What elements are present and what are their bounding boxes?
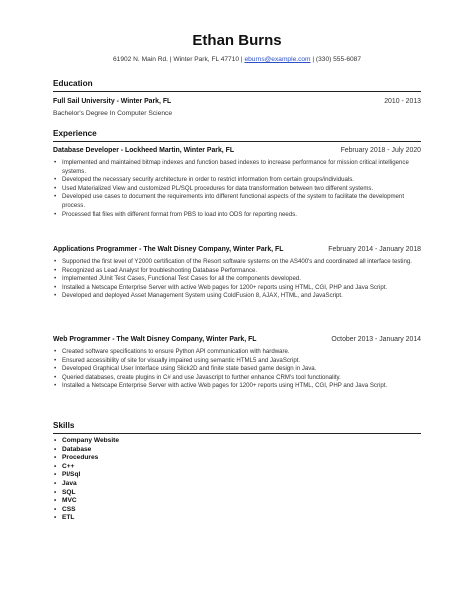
job-title: Database Developer - Lockheed Martin, Winter Park, FL xyxy=(53,147,235,154)
bullet-item: • Implemented and maintained bitmap indexes and function based indexes to increase performance for mission critical intelligence systems. xyxy=(53,159,417,176)
candidate-name: Ethan Burns xyxy=(192,32,282,49)
bullet-item: • Supported the first level of Y2000 certification of the Resort software systems on the AS400's and coordinated all interface testing. xyxy=(53,258,417,267)
bullet-item: • Queried databases, create plugins in C# and use Javascript to further enhance CRM's tool functionality. xyxy=(53,374,417,383)
job-bullets xyxy=(53,159,417,219)
job-dates: February 2014 - January 2018 xyxy=(328,246,421,253)
bullet-item: • Developed and deployed Asset Management System using ColdFusion 8, AJAX, HTML, and JavaScript. xyxy=(53,292,417,301)
bullet-item: • Installed a Netscape Enterprise Server with active Web pages for 1200+ reports using HTML, CGI, PHP and Java Script. xyxy=(53,284,417,293)
email-link[interactable]: eburns@example.com xyxy=(244,56,311,63)
job-bullets xyxy=(53,348,417,391)
job-dates: October 2013 - January 2014 xyxy=(331,336,421,343)
section-divider xyxy=(53,141,421,142)
skill-item: • SQL xyxy=(53,489,417,498)
bullet-item: • Developed the necessary security architecture in order to restrict information from certain groups/individuals. xyxy=(53,176,417,185)
school-name: Full Sail University - Winter Park, FL xyxy=(53,98,172,105)
education-heading: Education xyxy=(53,79,93,88)
experience-heading: Experience xyxy=(53,129,97,138)
bullet-item: • Ensured accessibility of site for visually impaired using semantic HTML5 and JavaScript. xyxy=(53,357,417,366)
education-dates: 2010 - 2013 xyxy=(384,98,421,105)
skill-item: • MVC xyxy=(53,497,417,506)
bullet-item: • Processed flat files with different format from PBS to load into ODS for reporting needs. xyxy=(53,211,417,220)
bullet-item: • Recognized as Lead Analyst for troubleshooting Database Performance. xyxy=(53,267,417,276)
bullet-item: • Developed Graphical User Interface using Slick2D and finite state based game design in Java. xyxy=(53,365,417,374)
skill-item: • Company Website xyxy=(53,437,417,446)
job-title: Applications Programmer - The Walt Disney Company, Winter Park, FL xyxy=(53,246,284,253)
section-divider xyxy=(53,91,421,92)
bullet-item: • Installed a Netscape Enterprise Server with active Web pages for 1200+ reports using HTML, CGI, PHP and Java Script. xyxy=(53,382,417,391)
phone-text: | (330) 555-6087 xyxy=(312,56,362,63)
job-header xyxy=(53,246,421,253)
skill-item: • Java xyxy=(53,480,417,489)
job-header xyxy=(53,336,421,343)
skill-item: • C++ xyxy=(53,463,417,472)
address-text: 61902 N. Main Rd. | Winter Park, FL 47710 | xyxy=(112,56,243,63)
skill-item: • Pl/Sql xyxy=(53,471,417,480)
degree-text: Bachelor's Degree In Computer Science xyxy=(53,110,173,117)
education-entry xyxy=(53,98,421,105)
bullet-item: • Used Materialized View and customized PL/SQL procedures for data transformation between two different systems. xyxy=(53,185,417,194)
skills-list xyxy=(53,437,417,523)
job-header xyxy=(53,147,421,154)
job-bullets xyxy=(53,258,417,301)
skill-item: • Database xyxy=(53,446,417,455)
contact-line xyxy=(0,56,474,63)
bullet-item: • Developed use cases to document the requirements into different functional aspects of the system to facilitate the development process. xyxy=(53,193,417,210)
skill-item: • Procedures xyxy=(53,454,417,463)
skills-heading: Skills xyxy=(53,421,75,430)
bullet-item: • Created software specifications to ensure Python API communication with hardware. xyxy=(53,348,417,357)
skill-item: • CSS xyxy=(53,506,417,515)
job-dates: February 2018 - July 2020 xyxy=(340,147,421,154)
job-title: Web Programmer - The Walt Disney Company, Winter Park, FL xyxy=(53,336,257,343)
section-divider xyxy=(53,433,421,434)
bullet-item: • Implemented JUnit Test Cases, Functional Test Cases for all the components developed. xyxy=(53,275,417,284)
skill-item: • ETL xyxy=(53,514,417,523)
